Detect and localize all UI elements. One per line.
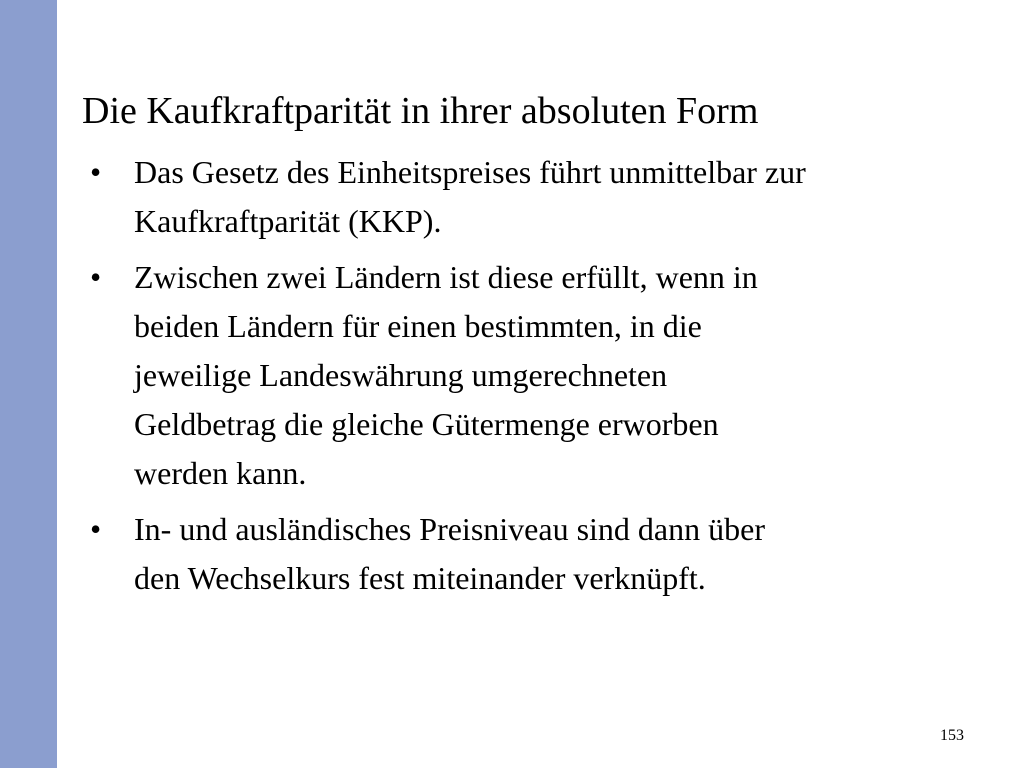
bullet-text-line: Kaufkraftparität (KKP). [134, 203, 442, 239]
bullet-mark: • [90, 154, 102, 190]
bullet-text-line: jeweilige Landeswährung umgerechneten [134, 357, 668, 393]
page-number: 153 [940, 727, 964, 744]
bullet-text-line: beiden Ländern für einen bestimmten, in die [134, 308, 702, 344]
bullet-item [82, 253, 982, 498]
bullet-text-line: Das Gesetz des Einheitspreises führt unmittelbar zur [134, 154, 806, 190]
bullet-mark: • [90, 259, 102, 295]
bullet-text-line: In- und ausländisches Preisniveau sind dann über [134, 511, 765, 547]
bullet-item [82, 505, 982, 603]
bullet-item [82, 148, 982, 246]
bullet-list [82, 148, 982, 610]
bullet-text-line: den Wechselkurs fest miteinander verknüpft. [134, 560, 706, 596]
bullet-text-line: werden kann. [134, 455, 307, 491]
bullet-mark: • [90, 511, 102, 547]
slide-title: Die Kaufkraftparität in ihrer absoluten Form [82, 90, 759, 132]
bullet-text-line: Zwischen zwei Ländern ist diese erfüllt, wenn in [134, 259, 758, 295]
side-bar-decoration [0, 0, 57, 768]
bullet-text-line: Geldbetrag die gleiche Gütermenge erworben [134, 406, 719, 442]
